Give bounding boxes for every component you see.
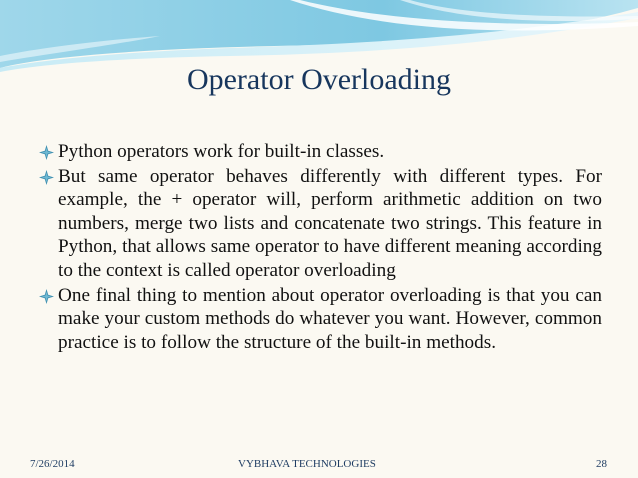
footer-page-number: 28 xyxy=(596,458,607,470)
bullet-text: But same operator behaves differently with different types. For example, the + operator will, perform arithmetic addition on two numbers, merge two lists and concatenate two strings. This feature in Python, that allows same operator to have different meaning according to the context is called operator overloading xyxy=(58,165,602,281)
slide-title: Operator Overloading xyxy=(186,63,452,96)
footer-date: 7/26/2014 xyxy=(30,458,75,470)
diamond-bullet-icon xyxy=(38,284,58,307)
bullet-text: Python operators work for built-in classes. xyxy=(58,141,385,162)
bullet-item xyxy=(38,165,602,283)
bullet-text: One final thing to mention about operator overloading is that you can make your custom methods do whatever you want. However, common practice is to follow the structure of the built-in methods. xyxy=(58,284,602,353)
bullet-item xyxy=(38,284,602,355)
diamond-bullet-icon xyxy=(38,140,58,163)
bullet-list xyxy=(38,140,602,355)
diamond-bullet-icon xyxy=(38,165,58,188)
bullet-item xyxy=(38,140,602,164)
footer-company: VYBHAVA TECHNOLOGIES xyxy=(238,458,376,470)
